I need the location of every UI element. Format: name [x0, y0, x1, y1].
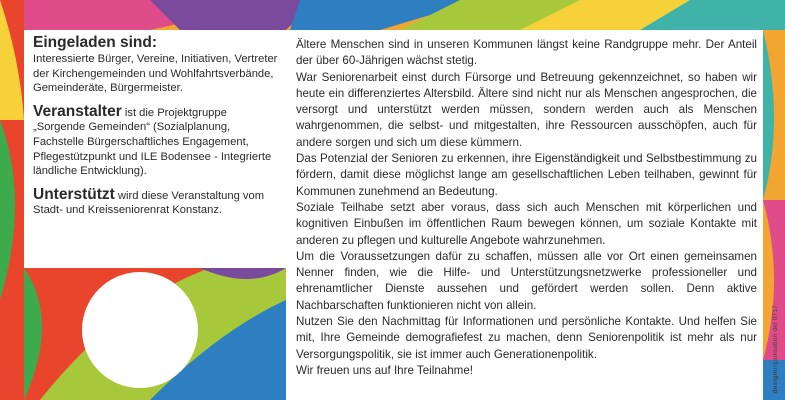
- invited-text: Interessierte Bürger, Vereine, Initiativen, Vertreter der Kirchengemeinden und Wohlfahrtsverbände, Gemeinderäte, Bürgermeister.: [33, 53, 278, 95]
- organizer-text: ist die Projektgruppe „Sorgende Gemeinden“ (Sozialplanung, Fachstelle Bürgerschaftliches Engagement, Pflegestützpunkt und ILE Bodensee - Integrierte ländliche Entwicklung).: [33, 106, 272, 178]
- paragraph: Ältere Menschen sind in unseren Kommunen längst keine Randgruppe mehr. Der Anteil der über 60-Jährigen wächst stetig.: [296, 38, 757, 68]
- paragraph: Soziale Teilhabe setzt aber voraus, dass sich auch Menschen mit körperlichen und kognitiven Einbußen im öffentlichen Raum bewegen können, um soziale Kontakte mit anderen zu pflegen und kulturelle Angebote wahrzunehmen.: [296, 200, 757, 247]
- paragraph: Wir freuen uns auf Ihre Teilnahme!: [296, 363, 474, 377]
- support-text: wird diese Veranstaltung vom Stadt- und Kreisseniorenrat Konstanz.: [33, 189, 265, 217]
- paragraph: War Seniorenarbeit einst durch Fürsorge und Betreuung gekennzeichnet, so haben wir heute ein differenziertes Altersbild. Ältere sind nicht nur als Menschen angesprochen, die versorgt und unterstützt werden müssen, sondern werden auch als Menschen wahrgenommen, die selbst- und mitgestalten, ihre Ressourcen ausschöpfen, auch für andere sorgen und sich um diese kümmern.: [296, 70, 757, 149]
- invited-section: [33, 34, 281, 96]
- credit-rest: organisation del 0717: [772, 305, 779, 372]
- support-heading: Unterstützt: [33, 185, 115, 203]
- invitation-info: [33, 34, 281, 227]
- credit-bold: design: [772, 371, 779, 394]
- organizer-heading: Veranstalter: [33, 102, 122, 120]
- invited-heading: Eingeladen sind:: [33, 34, 158, 51]
- organizer-section: [33, 102, 281, 179]
- support-section: [33, 185, 281, 218]
- paragraph: Nutzen Sie den Nachmittag für Informationen und persönliche Kontakte. Und helfen Sie mit, Ihre Gemeinde demografiefest zu machen, denn Seniorenpolitik ist mehr als nur Versorgungspolitik, sie ist immer auch Generationenpolitik.: [296, 315, 757, 361]
- description-text: [296, 37, 757, 379]
- paragraph: Um die Voraussetzungen dafür zu schaffen, müssen alle vor Ort einen gemeinsamen Nenner finden, wie die Hilfe- und Unterstützungsnetzwerke professioneller und ehrenamtlicher Dienste aussehen und gefördert werden sollen. Denn aktive Nachbarschaften funktionieren nicht von allein.: [296, 249, 757, 312]
- paragraph: Das Potenzial der Senioren zu erkennen, ihre Eigenständigkeit und Selbstbestimmung zu fördern, damit diese möglichst lange am gesellschaftlichen Leben teilhaben, gewinnt für Kommunen zunehmend an Bedeutung.: [296, 152, 757, 198]
- design-credit: [772, 305, 779, 394]
